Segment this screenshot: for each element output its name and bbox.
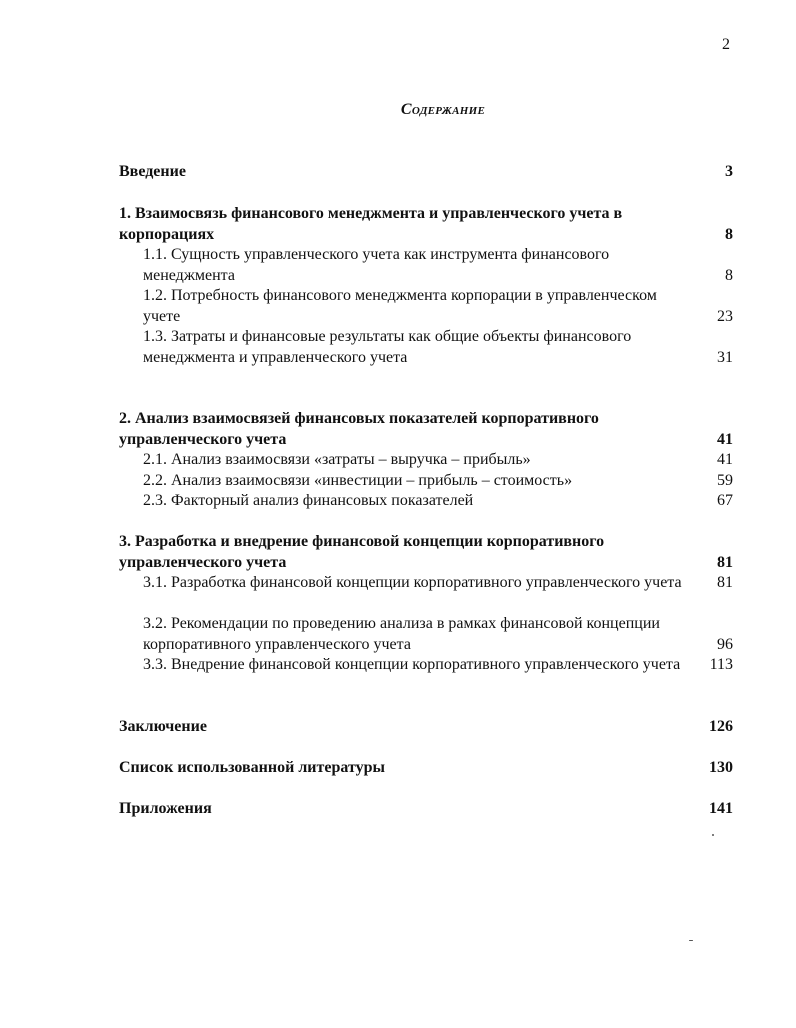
toc-entry-page: 23 [717, 307, 733, 325]
toc-entry-title: Заключение [119, 718, 207, 735]
toc-entry-section-2-3[interactable] [143, 491, 733, 512]
toc-entry-introduction[interactable] [119, 162, 733, 183]
toc-entry-title: 1.1. Сущность управленческого учета как инструмента финансового менеджмента [143, 246, 610, 284]
toc-entry-page: 113 [709, 656, 733, 673]
toc-entry-conclusion[interactable] [119, 717, 733, 738]
toc-entry-title: 1.3. Затраты и финансовые результаты как общие объекты финансового менеджмента и управленческого учета [143, 328, 632, 366]
toc-entry-title: 3.2. Рекомендации по проведению анализа в рамках финансовой концепции корпоративного управленческого учета [143, 615, 660, 653]
toc-entry-section-1-3[interactable] [143, 327, 733, 368]
toc-entry-page: 67 [717, 492, 733, 509]
toc-entry-chapter-1[interactable] [119, 204, 733, 245]
toc-entry-page: 8 [725, 266, 733, 284]
toc-entry-section-3-3[interactable] [143, 655, 733, 676]
toc-entry-page: 81 [717, 553, 733, 571]
toc-heading: Содержание [400, 101, 486, 118]
toc-entry-chapter-3[interactable] [119, 532, 733, 573]
toc-entry-page: 130 [709, 759, 733, 776]
toc-entry-title: 3. Разработка и внедрение финансовой концепции корпоративного управленческого учета [119, 533, 605, 571]
toc-entry-title: 2.3. Факторный анализ финансовых показателей [143, 492, 474, 509]
toc-entry-page: 41 [717, 430, 733, 448]
toc-entry-section-1-1[interactable] [143, 245, 733, 286]
toc-entry-section-2-1[interactable] [143, 450, 733, 471]
page-number: 2 [722, 36, 730, 53]
scan-speck [689, 940, 693, 941]
toc-entry-title: 2. Анализ взаимосвязей финансовых показателей корпоративного управленческого учета [119, 410, 599, 448]
toc-entry-title: 3.3. Внедрение финансовой концепции корпоративного управленческого учета [143, 656, 681, 673]
toc-entry-section-3-1[interactable] [143, 573, 733, 594]
toc-entry-title: 2.2. Анализ взаимосвязи «инвестиции – прибыль – стоимость» [143, 472, 573, 489]
toc-entry-title: 3.1. Разработка финансовой концепции корпоративного управленческого учета [143, 574, 682, 591]
toc-entry-title: Приложения [119, 800, 212, 817]
toc-entry-title: 1. Взаимосвязь финансового менеджмента и управленческого учета в корпорациях [119, 205, 623, 243]
toc-entry-references[interactable] [119, 758, 733, 779]
toc-entry-page: 31 [717, 348, 733, 366]
toc-entry-page: 141 [709, 800, 733, 817]
toc-entry-page: 96 [717, 635, 733, 653]
toc-entry-section-2-2[interactable] [143, 471, 733, 492]
toc-entry-section-1-2[interactable] [143, 286, 733, 327]
toc-entry-appendices[interactable] [119, 799, 733, 820]
toc-entry-page: 126 [709, 718, 733, 735]
toc-entry-chapter-2[interactable] [119, 409, 733, 450]
toc-entry-title: Список использованной литературы [119, 759, 385, 776]
toc-entry-title: 1.2. Потребность финансового менеджмента корпорации в управленческом учете [143, 287, 657, 325]
toc-entry-title: Введение [119, 163, 186, 180]
toc-entry-page: 8 [725, 225, 733, 243]
toc-entry-section-3-2[interactable] [143, 614, 733, 655]
toc-entry-page: 81 [717, 574, 733, 591]
toc-entry-page: 59 [717, 472, 733, 489]
toc-entry-page: 41 [717, 451, 733, 468]
toc-entry-title: 2.1. Анализ взаимосвязи «затраты – выручка – прибыль» [143, 451, 531, 468]
toc-entry-page: 3 [725, 163, 733, 180]
scan-speck [712, 834, 714, 836]
